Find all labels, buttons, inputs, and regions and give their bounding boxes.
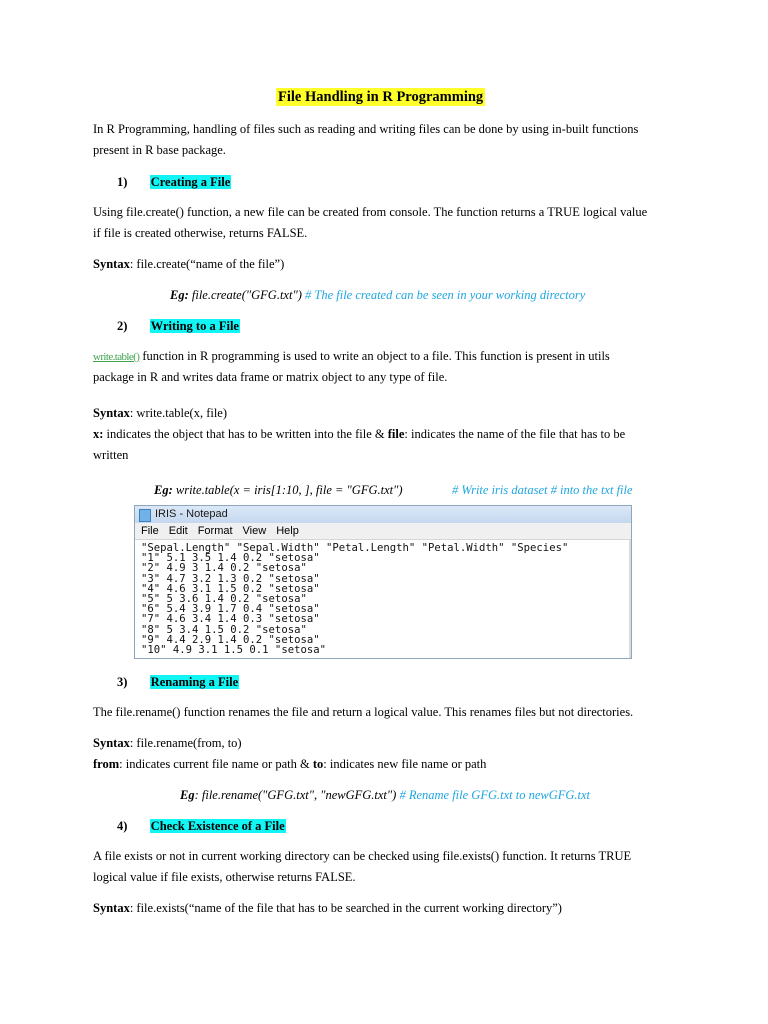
s2-syntax <box>93 403 227 424</box>
section-1-heading <box>117 173 231 191</box>
x-label: x: <box>93 427 104 441</box>
menu-file[interactable]: File <box>141 525 159 537</box>
notepad-line: "1" 5.1 3.5 1.4 0.2 "setosa" <box>141 552 320 565</box>
notepad-line: "2" 4.9 3 1.4 0.2 "setosa" <box>141 562 307 575</box>
menu-format[interactable]: Format <box>197 525 233 537</box>
s2-written: written <box>93 448 129 462</box>
file-label: file <box>387 427 405 441</box>
document-title: File Handling in R Programming <box>278 89 484 105</box>
s3-args <box>93 754 486 775</box>
notepad-line: "5" 5 3.6 1.4 0.2 "setosa" <box>141 593 307 606</box>
s4-line-1: A file exists or not in current working directory can be checked using file.exists() function. It returns TRUE <box>93 849 632 863</box>
eg-code: file.create("GFG.txt") <box>188 288 302 302</box>
s1-line-2: if file is created otherwise, returns FALSE. <box>93 226 308 240</box>
eg-label: Eg: <box>170 288 189 302</box>
notepad-line: "Sepal.Length" "Sepal.Width" "Petal.Length" "Petal.Width" "Species" <box>141 542 569 554</box>
notepad-icon <box>139 509 151 522</box>
notepad-titlebar <box>135 506 631 523</box>
s4-line-2: logical value if file exists, otherwise returns FALSE. <box>93 870 356 884</box>
notepad-line: "8" 5 3.4 1.5 0.2 "setosa" <box>141 623 307 636</box>
notepad-text-area[interactable] <box>135 540 631 655</box>
notepad-line: "3" 4.7 3.2 1.3 0.2 "setosa" <box>141 572 320 585</box>
file-text: : indicates the name of the file that has to be <box>404 427 626 441</box>
s3-syntax <box>93 733 242 754</box>
notepad-line: "10" 4.9 3.1 1.5 0.1 "setosa" <box>141 644 326 657</box>
eg-code: write.table(x = iris[1:10, ], file = "GFG.txt") <box>172 483 403 497</box>
syntax-value: : file.exists(“name of the file that has to be searched in the current working directory”) <box>129 901 562 915</box>
s1-syntax <box>93 254 284 275</box>
section-title: Check Existence of a File <box>150 819 285 833</box>
s3-line-1: The file.rename() function renames the file and return a logical value. This renames files but not directories. <box>93 705 634 719</box>
syntax-label: Syntax <box>93 406 130 420</box>
eg-label: Eg: <box>154 483 173 497</box>
syntax-value: : file.create(“name of the file”) <box>129 257 285 271</box>
s2-line-1-text: function in R programming is used to write an object to a file. This function is present in utils <box>139 349 610 363</box>
notepad-line: "7" 4.6 3.4 1.4 0.3 "setosa" <box>141 613 320 626</box>
s2-line-1 <box>93 346 610 368</box>
menu-edit[interactable]: Edit <box>168 525 188 537</box>
notepad-title: IRIS - Notepad <box>155 508 228 520</box>
syntax-label: Syntax <box>93 257 130 271</box>
eg-comment: # The file created can be seen in your working directory <box>301 288 586 302</box>
section-title: Writing to a File <box>150 319 239 333</box>
section-3-heading <box>117 673 239 691</box>
notepad-line: "6" 5.4 3.9 1.7 0.4 "setosa" <box>141 603 320 616</box>
intro-line-1: In R Programming, handling of files such as reading and writing files can be done by using in-built functions <box>93 122 639 136</box>
menu-help[interactable]: Help <box>276 525 299 537</box>
s2-line-2: package in R and writes data frame or matrix object to any type of file. <box>93 370 448 384</box>
section-number: 4) <box>117 819 128 833</box>
menu-view[interactable]: View <box>242 525 267 537</box>
s1-line-1: Using file.create() function, a new file can be created from console. The function returns a TRUE logical value <box>93 205 648 219</box>
syntax-value: : file.rename(from, to) <box>129 736 242 750</box>
notepad-line: "9" 4.4 2.9 1.4 0.2 "setosa" <box>141 633 320 646</box>
s4-syntax <box>93 898 562 919</box>
section-number: 2) <box>117 319 128 333</box>
eg-comment: # Rename file GFG.txt to newGFG.txt <box>396 788 591 802</box>
section-title: Renaming a File <box>150 675 239 689</box>
intro-line-2: present in R base package. <box>93 143 226 157</box>
x-text: indicates the object that has to be written into the file & <box>103 427 388 441</box>
s3-example <box>180 785 590 806</box>
section-title: Creating a File <box>150 175 231 189</box>
section-number: 3) <box>117 675 128 689</box>
eg-label: Eg <box>180 788 195 802</box>
eg-code: : file.rename("GFG.txt", "newGFG.txt") <box>194 788 397 802</box>
s2-args <box>93 424 675 445</box>
to-text: : indicates new file name or path <box>323 757 487 771</box>
from-label: from <box>93 757 120 771</box>
syntax-label: Syntax <box>93 736 130 750</box>
notepad-line: "4" 4.6 3.1 1.5 0.2 "setosa" <box>141 582 320 595</box>
s2-example <box>154 480 403 501</box>
syntax-value: : write.table(x, file) <box>129 406 228 420</box>
section-4-heading <box>117 817 286 835</box>
to-label: to <box>312 757 324 771</box>
notepad-menubar <box>135 523 631 540</box>
syntax-label: Syntax <box>93 901 130 915</box>
section-number: 1) <box>117 175 128 189</box>
notepad-window <box>134 505 632 659</box>
write-table-link[interactable]: write.table() <box>93 351 140 363</box>
from-text: : indicates current file name or path & <box>119 757 313 771</box>
s1-example <box>170 285 585 306</box>
s2-eg-comment: # Write iris dataset # into the txt file <box>452 483 633 497</box>
notepad-scrollbar[interactable] <box>629 540 631 658</box>
section-2-heading <box>117 317 240 335</box>
